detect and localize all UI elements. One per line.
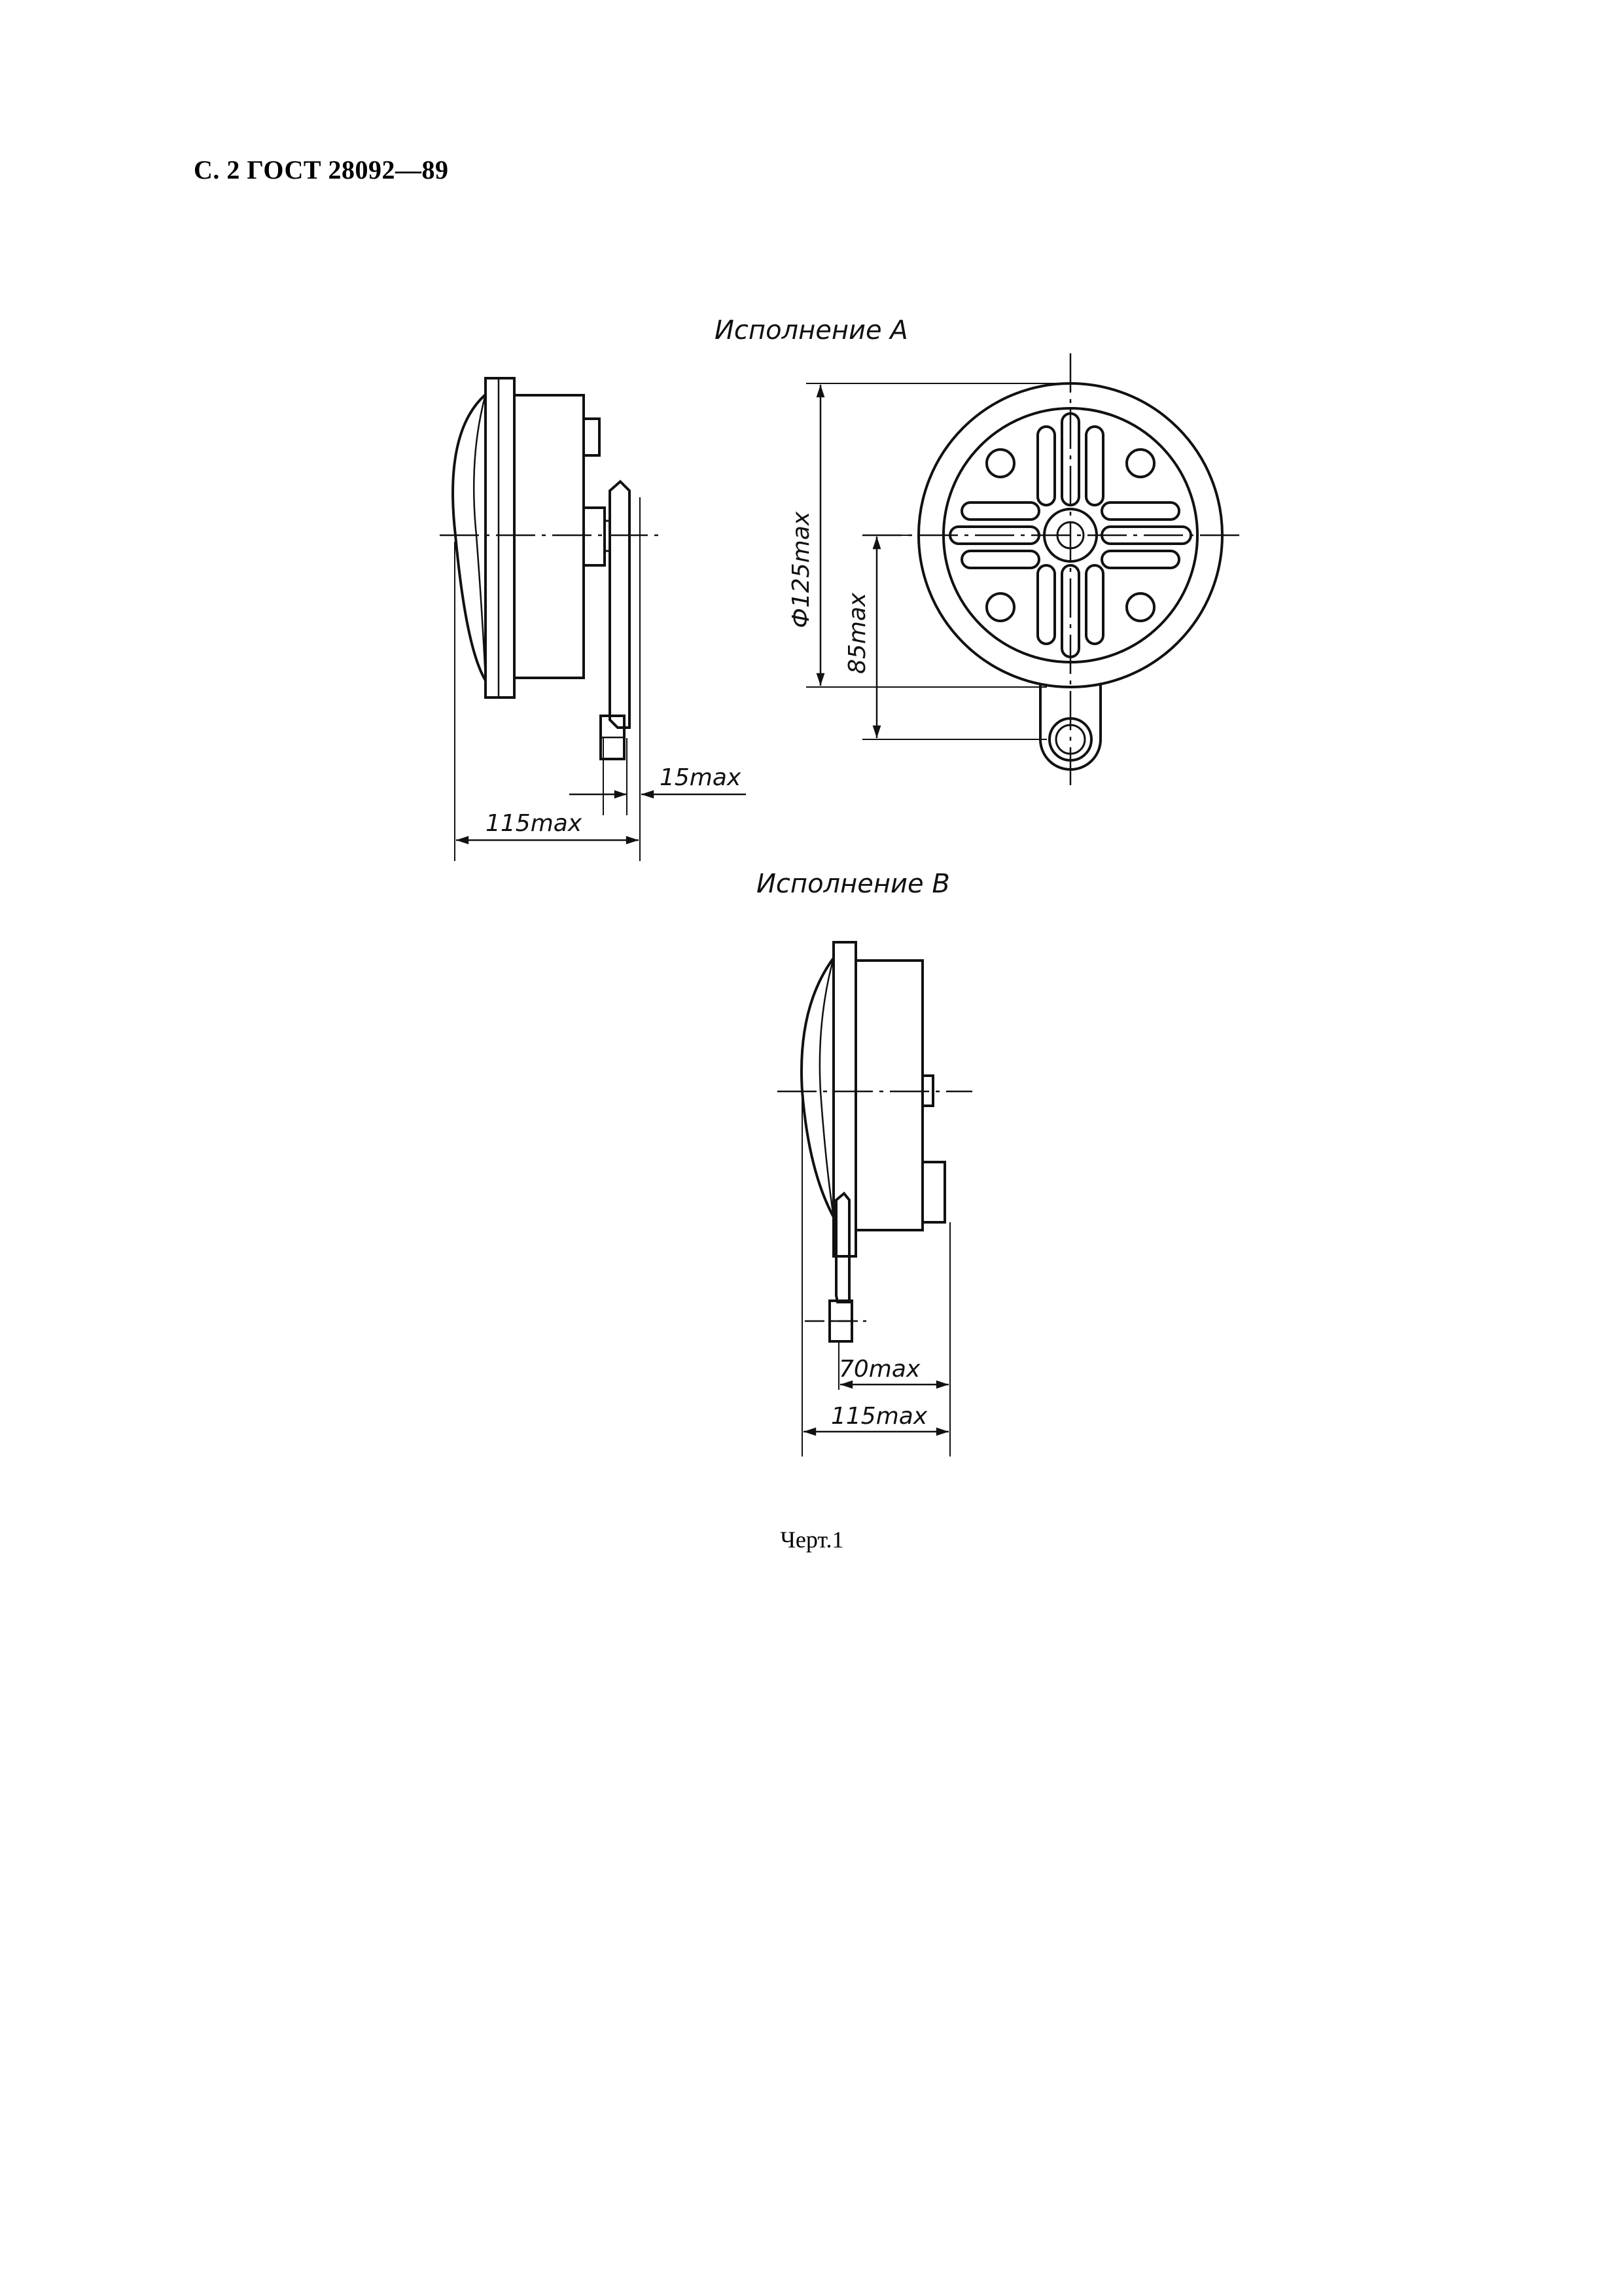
variant-a-hole-tr bbox=[1127, 450, 1154, 477]
variant-b-bracket bbox=[836, 1193, 849, 1302]
figure-caption: Черт.1 bbox=[780, 1527, 844, 1553]
variant-a-hole-br bbox=[1127, 593, 1154, 621]
label-dim-115max-b: 115max bbox=[831, 1403, 928, 1430]
variant-a-hole-tl bbox=[987, 450, 1014, 477]
label-dim-115max-a: 115max bbox=[485, 810, 582, 837]
variant-a-title: Исполнение А bbox=[715, 315, 908, 345]
label-dim-15max: 15max bbox=[660, 764, 741, 791]
variant-a-bracket bbox=[610, 482, 629, 728]
label-dim-diameter: Ф125max bbox=[788, 511, 815, 628]
variant-a-housing bbox=[514, 395, 584, 678]
variant-a-flange bbox=[485, 378, 514, 698]
variant-a-slot bbox=[1038, 427, 1055, 505]
label-dim-70max: 70max bbox=[839, 1356, 921, 1383]
variant-a-upper-stud bbox=[584, 419, 599, 455]
label-dim-85max: 85max bbox=[844, 592, 871, 674]
variant-a-front-view bbox=[806, 353, 1243, 785]
variant-a-hole-bl bbox=[987, 593, 1014, 621]
variant-b-title: Исполнение В bbox=[756, 869, 950, 899]
page-header: С. 2 ГОСТ 28092—89 bbox=[194, 155, 449, 185]
variant-a-centre-stud bbox=[584, 508, 605, 565]
variant-a-dome-inner bbox=[474, 395, 485, 680]
variant-a-dome bbox=[453, 395, 485, 680]
variant-b-lower-stud bbox=[923, 1162, 945, 1222]
variant-b-housing bbox=[856, 961, 923, 1230]
